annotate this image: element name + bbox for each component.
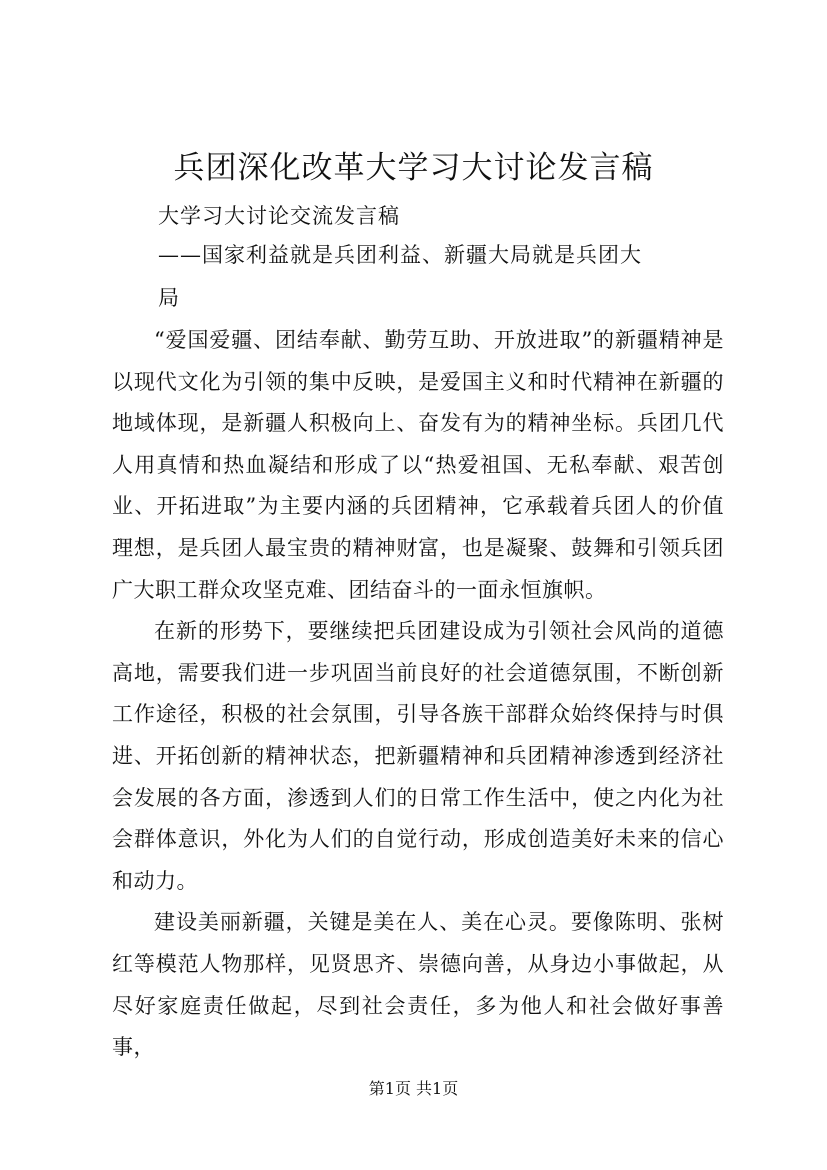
page-footer: 第1页 共1页 <box>368 1079 459 1098</box>
paragraph-3: 建设美丽新疆，关键是美在人、美在心灵。要像陈明、张树红等模范人物那样，见贤思齐、崇德向善，从身边小事做起，从尽好家庭责任做起，尽到社会责任，多为他人和社会做好事善事， <box>112 910 724 1060</box>
subtitle-line-3: 局 <box>158 286 180 310</box>
subtitle-line-1: 大学习大讨论交流发言稿 <box>158 204 400 228</box>
paragraph-2: 在新的形势下，要继续把兵团建设成为引领社会风尚的道德高地，需要我们进一步巩固当前良好的社会道德氛围，不断创新工作途径，积极的社会氛围，引导各族干部群众始终保持与时俱进、开拓创新的精神状态，把新疆精神和兵团精神渗透到经济社会发展的各方面，渗透到人们的日常工作生活中，使之内化为社会群体意识，外化为人们的自觉行动，形成创造美好未来的信心和动力。 <box>112 619 724 893</box>
subtitle-line-2: ——国家利益就是兵团利益、新疆大局就是兵团大 <box>158 243 642 267</box>
document-title: 兵团深化改革大学习大讨论发言稿 <box>173 150 654 186</box>
paragraph-1: “爱国爱疆、团结奉献、勤劳互助、开放进取”的新疆精神是以现代文化为引领的集中反映，是爱国主义和时代精神在新疆的地域体现，是新疆人积极向上、奋发有为的精神坐标。兵团几代人用真情和热血凝结和形成了以“热爱祖国、无私奉献、艰苦创业、开拓进取”为主要内涵的兵团精神，它承载着兵团人的价值理想，是兵团人最宝贵的精神财富，也是凝聚、鼓舞和引领兵团广大职工群众攻坚克难、团结奋斗的一面永恒旗帜。 <box>112 328 724 602</box>
document-body <box>112 320 724 1069</box>
